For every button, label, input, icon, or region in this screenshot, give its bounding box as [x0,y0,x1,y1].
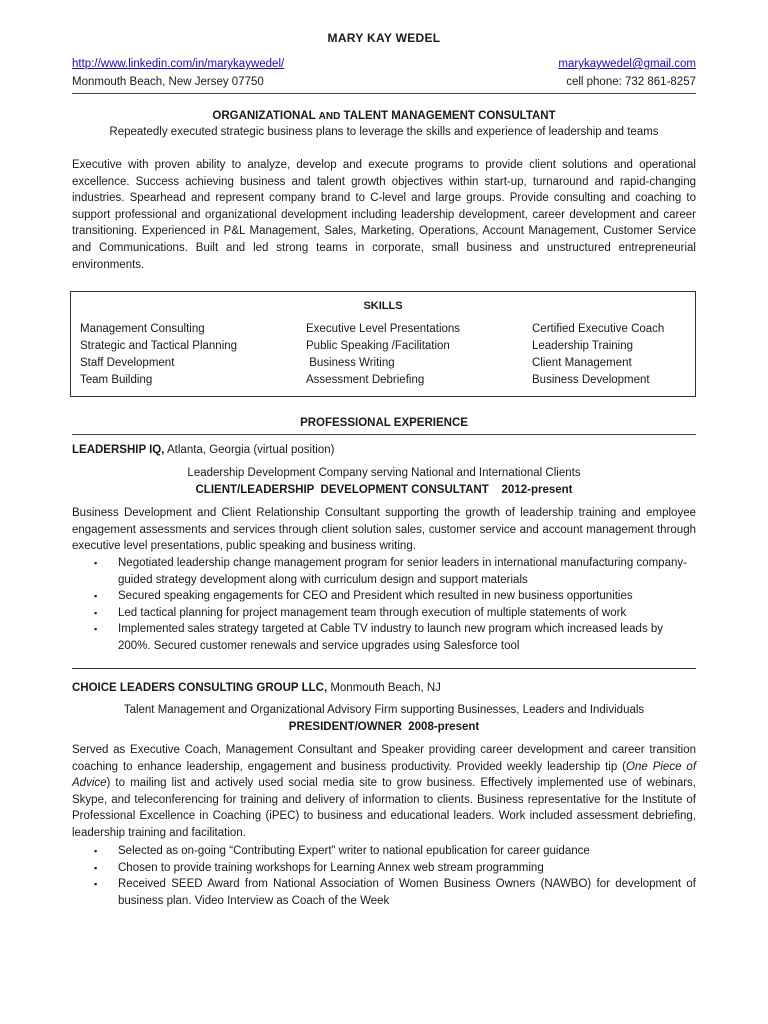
bullet-icon: ▪ [94,624,98,635]
skill-item: Certified Executive Coach [532,323,665,335]
list-item: ▪ Led tactical planning for project management team through execution of multiple statements of work [72,605,696,622]
skills-box [70,291,696,397]
job-2-role: PRESIDENT/OWNER 2008-present [288,721,480,733]
job-2-bullets [72,843,696,909]
bullet-icon: ▪ [94,846,98,856]
title-and: AND [318,111,341,122]
title-tagline: Repeatedly executed strategic business plans to leverage the skills and experience of leadership and teams [109,126,659,138]
skill-item: Staff Development [80,357,175,369]
list-item: ▪ Selected as on-going “Contributing Expert” writer to national epublication for career guidance [72,843,696,860]
list-item: ▪ Chosen to provide training workshops for Learning Annex web stream programming [72,860,696,877]
job-1-description: Leadership Development Company serving National and International Clients [187,467,581,479]
skill-item: Assessment Debriefing [306,374,425,386]
job-1-location: Atlanta, Georgia (virtual position) [164,444,335,456]
skills-title: SKILLS [363,300,403,312]
job-1-company: LEADERSHIP IQ, [72,444,165,456]
bullet-icon: ▪ [94,862,98,873]
skills-column-2 [306,321,460,389]
list-item: ▪ Implemented sales strategy targeted at Cable TV industry to launch new program which increased leads by 200%. Secured customer renewals and service upgrades using Salesforce tool [94,623,664,652]
skill-item: Client Management [532,357,632,369]
candidate-name: MARY KAY WEDEL [327,31,441,45]
job-2-summary: Served as Executive Coach, Management Consultant and Speaker providing career development and career transition coaching to enhance leadership, engagement and business productivity. Provided weekly leadership tip (One Piece of Advice) to mailing list and actively used social media site to grow business. Effectively implemented use of webinars, Skype, and teleconferencing for training and delivery of information to clients. Business representative for the Institute of Professional Excellence in Coaching (iPEC) to business and educational leaders. Work included assessment debriefing, leadership training and facilitation. [72,744,697,839]
job-2-heading [72,680,696,697]
job-1-bullets [72,555,696,655]
skill-item: Team Building [80,374,153,386]
job-2-location: Monmouth Beach, NJ [327,682,441,694]
list-item: ▪ Received SEED Award from National Association of Women Business Owners (NAWBO) for development of business plan. Video Interview as Coach of the Week [94,878,696,907]
bullet-icon: ▪ [94,607,98,618]
phone-text: cell phone: 732 861-8257 [566,76,696,88]
title-part-1: ORGANIZATIONAL [212,110,316,122]
linkedin-link[interactable]: http://www.linkedin.com/in/marykaywedel/ [72,58,285,70]
header-divider [72,93,696,94]
skills-column-3 [532,321,664,389]
job-1-summary: Business Development and Client Relationship Consultant supporting the growth of leadership training and employee engagement assessments and services through client solution sales, customer service and account management through executive level presentations, public speaking and business writing. [72,507,696,553]
skills-column-1 [80,321,237,389]
skill-item: Leadership Training [532,340,634,352]
job-2-company: CHOICE LEADERS CONSULTING GROUP LLC, [72,682,328,694]
bullet-icon: ▪ [94,558,98,568]
professional-title [72,108,696,126]
location-text: Monmouth Beach, New Jersey 07750 [72,76,264,88]
title-part-2: TALENT MANAGEMENT CONSULTANT [343,110,556,122]
skill-item: Management Consulting [80,323,205,335]
newsletter-title: One Piece of Advice [72,760,697,790]
job-2-description: Talent Management and Organizational Advisory Firm supporting Businesses, Leaders and Individuals [123,704,645,716]
skill-item: Business Writing [306,357,395,369]
bullet-icon: ▪ [94,879,98,890]
skill-item: Business Development [532,374,650,386]
job-separator [72,668,696,669]
skill-item: Strategic and Tactical Planning [80,340,238,352]
skill-item: Executive Level Presentations [306,323,461,335]
skill-item: Public Speaking /Facilitation [306,340,450,352]
list-item: ▪ Secured speaking engagements for CEO and President which resulted in new business opportunities [72,588,696,605]
job-1-role: CLIENT/LEADERSHIP DEVELOPMENT CONSULTANT 2012-present [195,484,573,496]
email-link[interactable]: marykaywedel@gmail.com [558,58,696,70]
bullet-icon: ▪ [94,591,98,602]
experience-section-title: PROFESSIONAL EXPERIENCE [300,417,468,429]
list-item: ▪ Negotiated leadership change management program for senior leaders in international manufacturing company- guided strategy development along with curriculum design and support materials [94,557,687,586]
job-1-heading [72,442,696,459]
summary-paragraph: Executive with proven ability to analyze, develop and execute programs to provide client solutions and operational excellence. Success achieving business and talent growth objectives within start-up, turnaround and rapid-changing industries. Spearhead and represent company brand to C-level and large groups. Provide consulting and coaching to support professional and organizational development including leadership development, career development and career transitioning. Experienced in P&L Management, Sales, Marketing, Operations, Account Management, Customer Service and Communications. Built and led strong teams in corporate, small business and unstructured entrepreneurial environments. [72,159,696,271]
experience-divider [72,434,696,435]
